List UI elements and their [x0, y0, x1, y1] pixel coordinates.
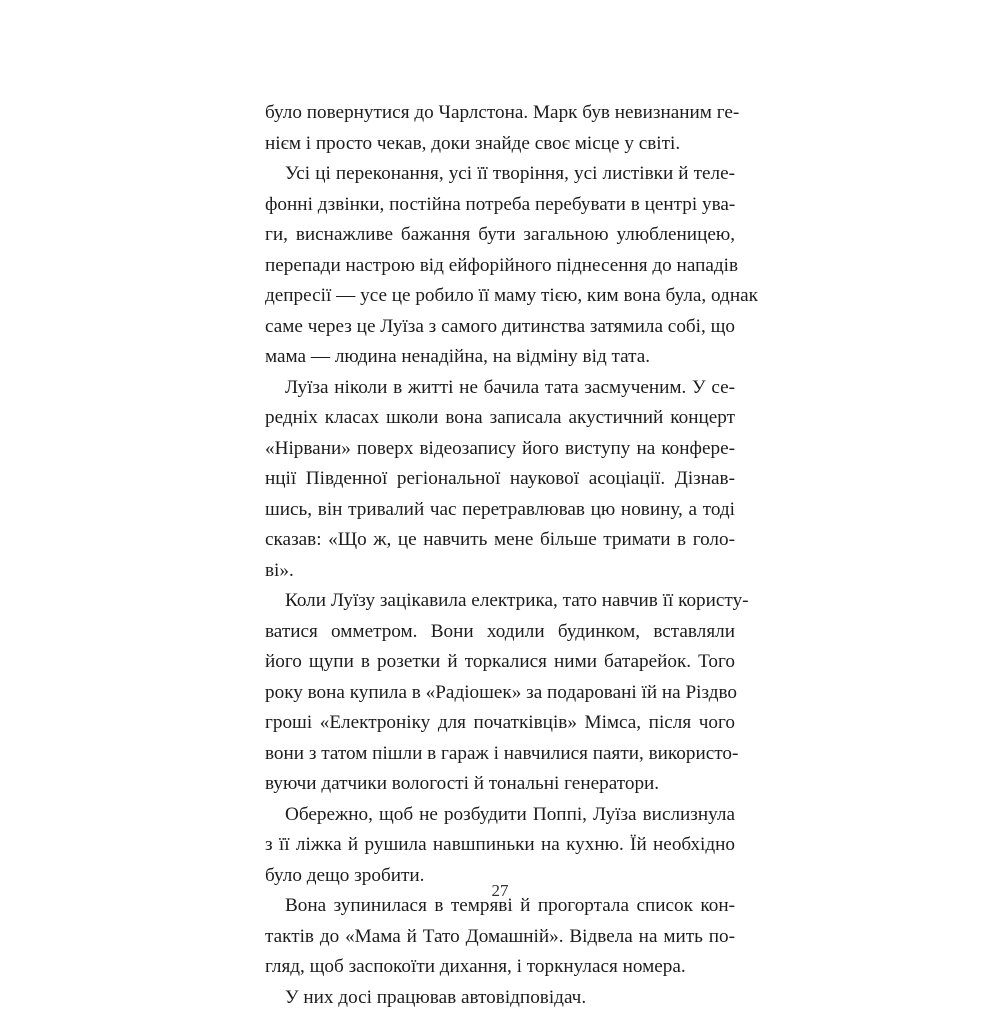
page-number: 27	[0, 881, 1000, 901]
text-line: з її ліжка й рушила навшпиньки на кухню. Їй необхідно	[265, 830, 735, 861]
text-line: нієм і просто чекав, доки знайде своє місце у світі.	[265, 129, 735, 160]
text-line: ватися омметром. Вони ходили будинком, вставляли	[265, 617, 735, 648]
body-text	[265, 98, 735, 1013]
text-line: сказав: «Що ж, це навчить мене більше тримати в голо-	[265, 525, 735, 556]
text-line: шись, він тривалий час перетравлював цю новину, а тоді	[265, 495, 735, 526]
text-line: «Нірвани» поверх відеозапису його виступу на конфере-	[265, 434, 735, 465]
text-line: року вона купила в «Радіошек» за подаровані їй на Різдво	[265, 678, 735, 709]
text-line: редніх класах школи вона записала акустичний концерт	[265, 403, 735, 434]
text-line: Усі ці переконання, усі її творіння, усі листівки й теле-	[265, 159, 735, 190]
text-line: Луїза ніколи в житті не бачила тата засмученим. У се-	[265, 373, 735, 404]
text-line: його щупи в розетки й торкалися ними батарейок. Того	[265, 647, 735, 678]
text-line: ві».	[265, 556, 735, 587]
text-line: ги, виснажливе бажання бути загальною улюбленицею,	[265, 220, 735, 251]
text-line: Коли Луїзу зацікавила електрика, тато навчив її користу-	[265, 586, 735, 617]
text-line: гляд, щоб заспокоїти дихання, і торкнулася номера.	[265, 952, 735, 983]
text-line: депресії — усе це робило її маму тією, ким вона була, однак	[265, 281, 735, 312]
text-line: було повернутися до Чарлстона. Марк був невизнаним ге-	[265, 98, 735, 129]
text-line: нції Південної регіональної наукової асоціації. Дізнав-	[265, 464, 735, 495]
text-line: мама — людина ненадійна, на відміну від тата.	[265, 342, 735, 373]
text-line: Обережно, щоб не розбудити Поппі, Луїза вислизнула	[265, 800, 735, 831]
text-line: саме через це Луїза з самого дитинства затямила собі, що	[265, 312, 735, 343]
text-line: перепади настрою від ейфорійного піднесення до нападів	[265, 251, 735, 282]
text-line: вони з татом пішли в гараж і навчилися паяти, використо-	[265, 739, 735, 770]
text-line: було дещо зробити.	[265, 861, 735, 892]
text-line: вуючи датчики вологості й тональні генератори.	[265, 769, 735, 800]
text-line: У них досі працював автовідповідач.	[265, 983, 735, 1013]
text-line: гроші «Електроніку для початківців» Мімса, після чого	[265, 708, 735, 739]
text-line: фонні дзвінки, постійна потреба перебувати в центрі ува-	[265, 190, 735, 221]
text-line: тактів до «Мама й Тато Домашній». Відвела на мить по-	[265, 922, 735, 953]
text-line: Вона зупинилася в темряві й прогортала список кон-	[265, 891, 735, 922]
